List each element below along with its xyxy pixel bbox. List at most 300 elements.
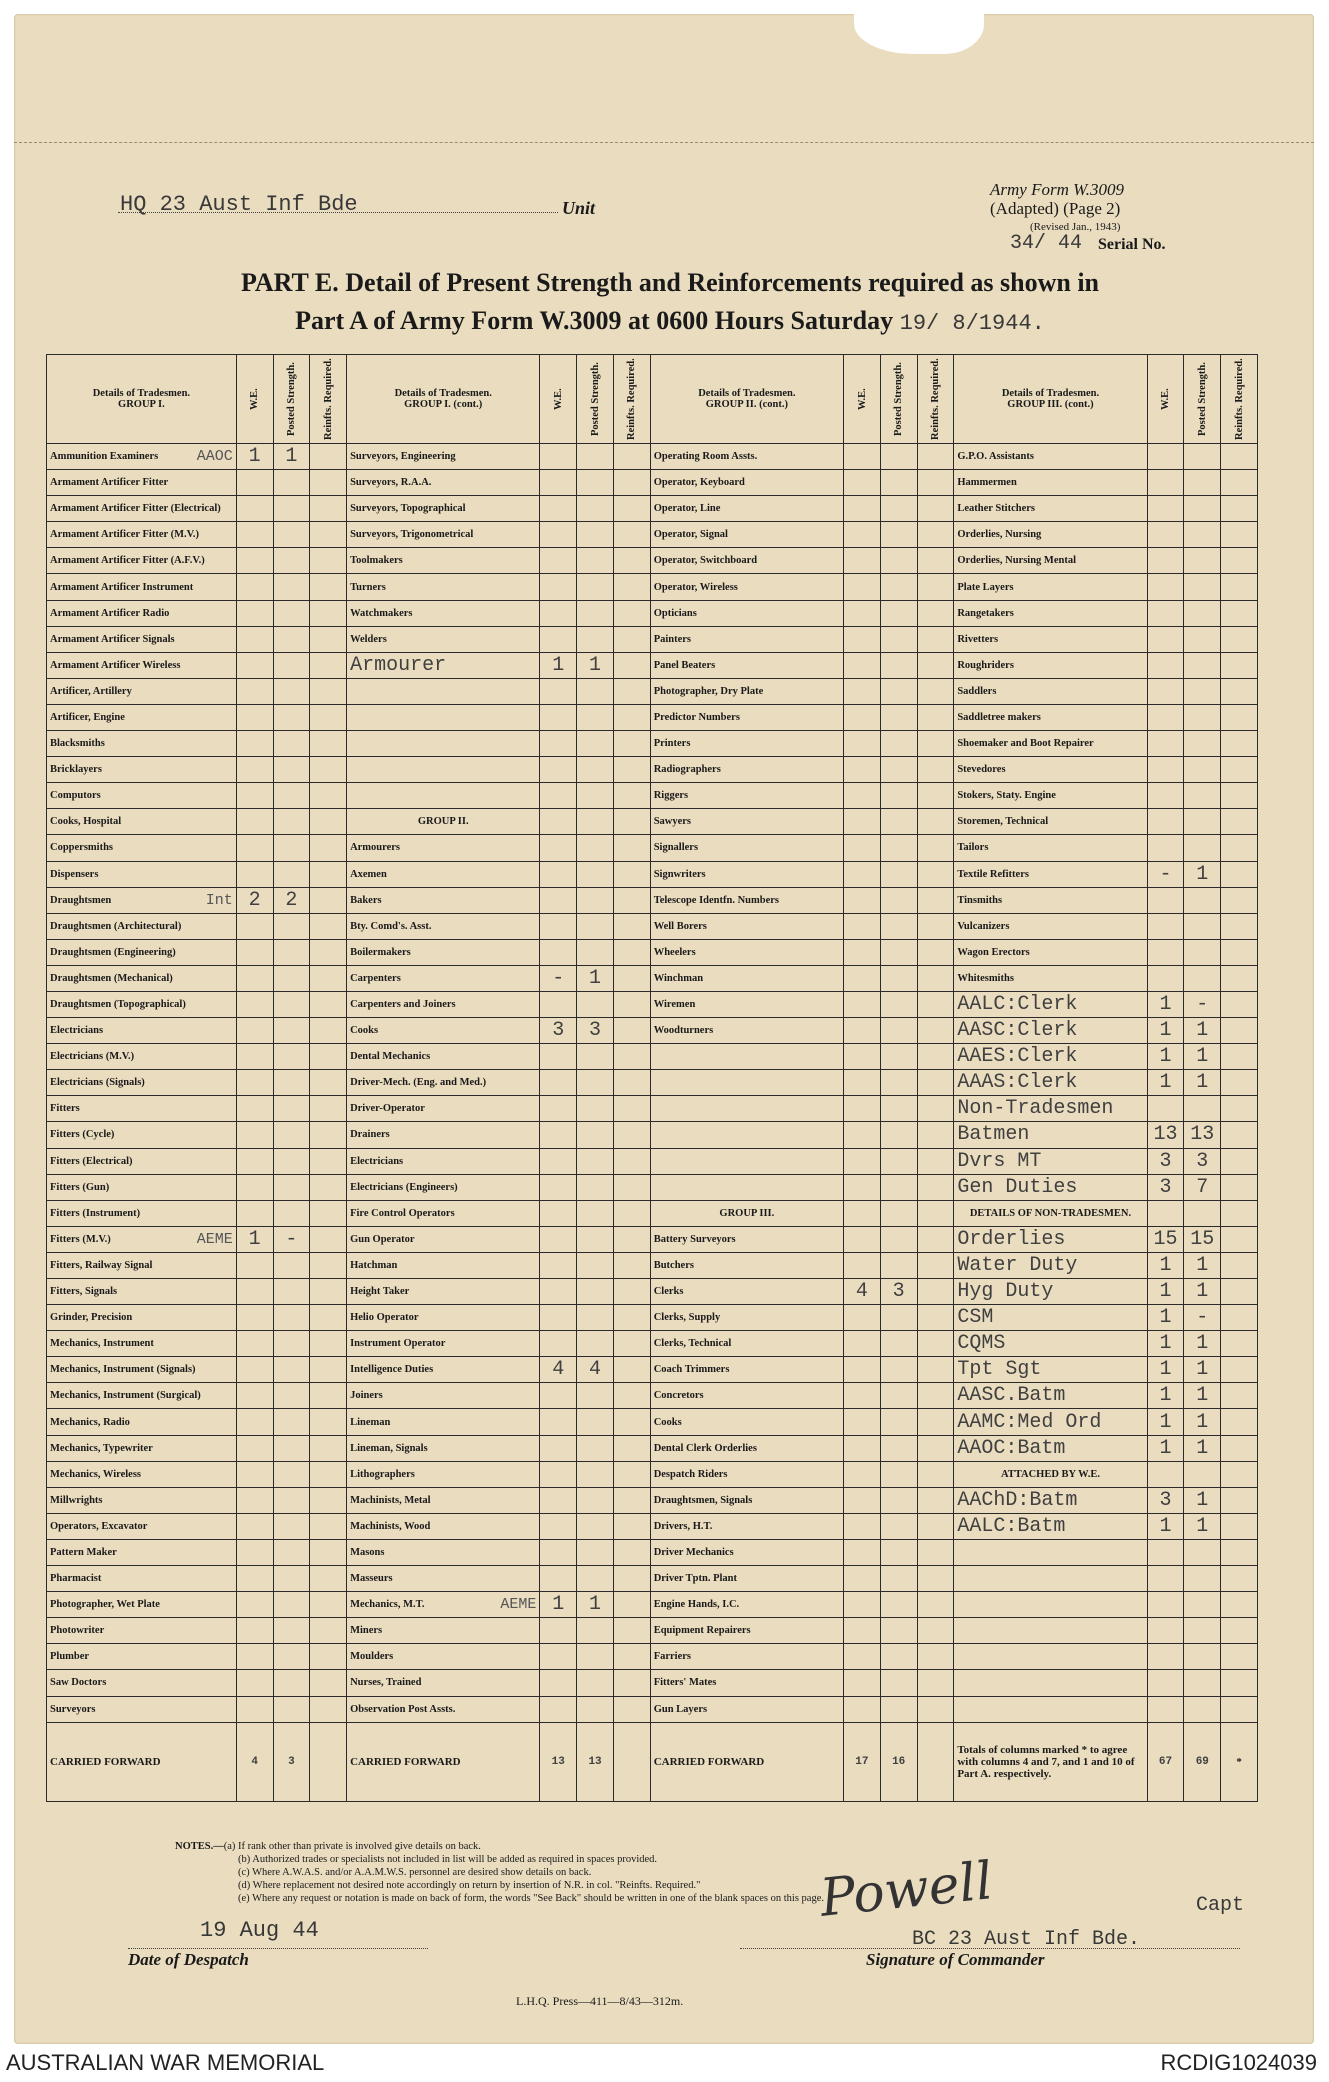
reinfts-cell bbox=[1221, 1148, 1258, 1174]
trade-label: CSM bbox=[957, 1306, 994, 1330]
trade-cell-group-3 bbox=[650, 1331, 843, 1357]
trade-label: Woodturners bbox=[653, 1025, 714, 1037]
we-cell bbox=[236, 835, 273, 861]
trade-cell-group-3 bbox=[650, 1279, 843, 1305]
we-cell bbox=[1147, 574, 1184, 600]
we-cell: 1 bbox=[1147, 1044, 1184, 1070]
trade-cell-group-3 bbox=[650, 1226, 843, 1252]
reinfts-cell bbox=[613, 470, 650, 496]
posted-cell bbox=[1184, 600, 1221, 626]
we-cell bbox=[844, 783, 881, 809]
header-posted: Posted Strength. bbox=[273, 355, 310, 444]
we-cell bbox=[1147, 783, 1184, 809]
trade-cell-group-2 bbox=[347, 1252, 540, 1278]
trade-cell-group-3 bbox=[650, 1696, 843, 1722]
trade-cell-group-1 bbox=[47, 861, 237, 887]
trade-cell-group-3 bbox=[650, 1174, 843, 1200]
typed-prefix: AEME bbox=[500, 1596, 537, 1614]
we-cell bbox=[844, 1044, 881, 1070]
trade-label: Drivers, H.T. bbox=[653, 1520, 713, 1532]
posted-cell bbox=[273, 1435, 310, 1461]
trade-cell-group-4 bbox=[954, 965, 1147, 991]
we-cell bbox=[844, 1252, 881, 1278]
posted-cell bbox=[273, 1305, 310, 1331]
reinfts-cell bbox=[1221, 783, 1258, 809]
posted-cell bbox=[880, 1618, 917, 1644]
reinfts-cell bbox=[310, 522, 347, 548]
posted-cell bbox=[273, 574, 310, 600]
trade-label: Plumber bbox=[50, 1651, 90, 1663]
trade-label: Leather Stitchers bbox=[957, 503, 1035, 515]
trade-cell-group-4 bbox=[954, 1696, 1147, 1722]
serial-value: 34/ 44 bbox=[1010, 232, 1083, 255]
posted-cell bbox=[273, 1252, 310, 1278]
posted-cell: 1 bbox=[1184, 1383, 1221, 1409]
trade-label: Armament Artificer Signals bbox=[50, 633, 175, 645]
trade-cell-group-2 bbox=[347, 1279, 540, 1305]
trade-label: Equipment Repairers bbox=[653, 1625, 751, 1637]
trade-cell-group-4 bbox=[954, 1539, 1147, 1565]
table-row bbox=[47, 1044, 1258, 1070]
trade-cell-group-2 bbox=[347, 965, 540, 991]
we-cell bbox=[844, 600, 881, 626]
we-cell bbox=[236, 1513, 273, 1539]
reinfts-cell bbox=[310, 1122, 347, 1148]
reinfts-cell bbox=[613, 652, 650, 678]
we-cell bbox=[1147, 652, 1184, 678]
trade-label: Wiremen bbox=[653, 999, 696, 1011]
we-cell bbox=[540, 704, 577, 730]
trade-label: Wagon Erectors bbox=[957, 946, 1030, 958]
reinfts-cell bbox=[1221, 1461, 1258, 1487]
trade-label: Armament Artificer Radio bbox=[50, 607, 170, 619]
trade-label: Radiographers bbox=[653, 764, 721, 776]
trade-label: Gun Layers bbox=[653, 1703, 708, 1715]
reinfts-cell bbox=[1221, 913, 1258, 939]
posted-cell bbox=[880, 574, 917, 600]
reinfts-cell bbox=[1221, 1200, 1258, 1226]
trade-label: CQMS bbox=[957, 1332, 1006, 1356]
trade-label: Whitesmiths bbox=[957, 972, 1014, 984]
trade-label: AAES:Clerk bbox=[957, 1045, 1078, 1069]
posted-cell bbox=[880, 1461, 917, 1487]
we-cell bbox=[540, 1383, 577, 1409]
posted-cell bbox=[273, 1174, 310, 1200]
we-cell bbox=[540, 1670, 577, 1696]
trade-label: AALC:Batm bbox=[957, 1514, 1066, 1538]
trade-cell-group-2 bbox=[347, 991, 540, 1017]
posted-cell bbox=[273, 731, 310, 757]
trade-label: Water Duty bbox=[957, 1253, 1078, 1277]
reinfts-cell bbox=[310, 1409, 347, 1435]
trade-label: ATTACHED BY W.E. bbox=[1000, 1468, 1100, 1480]
reinfts-cell bbox=[1221, 1696, 1258, 1722]
trade-cell-group-1 bbox=[47, 835, 237, 861]
reinfts-cell bbox=[310, 1226, 347, 1252]
trade-cell-group-1 bbox=[47, 1331, 237, 1357]
trade-cell-group-2 bbox=[347, 861, 540, 887]
posted-cell: 1 bbox=[577, 965, 614, 991]
reinfts-cell bbox=[1221, 548, 1258, 574]
trade-cell-group-1 bbox=[47, 574, 237, 600]
reinfts-cell bbox=[1221, 496, 1258, 522]
reinfts-cell bbox=[917, 1096, 954, 1122]
reinfts-cell bbox=[917, 704, 954, 730]
trade-cell-group-1 bbox=[47, 913, 237, 939]
reinfts-cell bbox=[1221, 1539, 1258, 1565]
reinfts-cell bbox=[917, 1279, 954, 1305]
posted-cell bbox=[273, 1383, 310, 1409]
posted-cell bbox=[273, 1592, 310, 1618]
we-cell bbox=[236, 1122, 273, 1148]
posted-cell bbox=[273, 1670, 310, 1696]
posted-cell bbox=[1184, 939, 1221, 965]
table-row bbox=[47, 1174, 1258, 1200]
trade-cell-group-2 bbox=[347, 757, 540, 783]
reinfts-cell bbox=[917, 1696, 954, 1722]
trade-cell-group-1 bbox=[47, 1174, 237, 1200]
posted-cell: 2 bbox=[273, 887, 310, 913]
table-row bbox=[47, 991, 1258, 1017]
posted-cell bbox=[577, 1226, 614, 1252]
reinfts-cell bbox=[613, 704, 650, 730]
reinfts-cell bbox=[1221, 1279, 1258, 1305]
trade-label: Saw Doctors bbox=[50, 1677, 107, 1689]
trade-cell-group-2 bbox=[347, 496, 540, 522]
we-cell bbox=[236, 522, 273, 548]
reinfts-cell bbox=[1221, 1044, 1258, 1070]
trade-label: Printers bbox=[653, 738, 691, 750]
trade-cell-group-4 bbox=[954, 1305, 1147, 1331]
cf-g1-reinfts bbox=[310, 1722, 347, 1801]
we-cell bbox=[236, 704, 273, 730]
table-row bbox=[47, 444, 1258, 470]
torn-corner bbox=[854, 14, 984, 54]
posted-cell bbox=[880, 496, 917, 522]
trade-label: Winchman bbox=[653, 972, 704, 984]
trade-label: Electricians (Signals) bbox=[50, 1077, 145, 1089]
trade-cell-group-4 bbox=[954, 548, 1147, 574]
posted-cell bbox=[1184, 1618, 1221, 1644]
trade-label: Instrument Operator bbox=[350, 1338, 446, 1350]
we-cell bbox=[236, 1670, 273, 1696]
posted-cell bbox=[1184, 1592, 1221, 1618]
we-cell bbox=[540, 1148, 577, 1174]
posted-cell bbox=[577, 1487, 614, 1513]
trade-cell-group-3 bbox=[650, 1044, 843, 1070]
reinfts-cell bbox=[1221, 1331, 1258, 1357]
posted-cell bbox=[1184, 470, 1221, 496]
trade-label: Plate Layers bbox=[957, 581, 1014, 593]
we-cell bbox=[540, 1305, 577, 1331]
we-cell bbox=[236, 1331, 273, 1357]
posted-cell bbox=[577, 887, 614, 913]
posted-cell bbox=[880, 444, 917, 470]
trade-label: Watchmakers bbox=[350, 607, 413, 619]
we-cell bbox=[844, 1592, 881, 1618]
we-cell bbox=[844, 522, 881, 548]
we-cell bbox=[540, 444, 577, 470]
reinfts-cell bbox=[1221, 1305, 1258, 1331]
trade-label: Stevedores bbox=[957, 764, 1006, 776]
trade-cell-group-1 bbox=[47, 1461, 237, 1487]
we-cell bbox=[236, 1644, 273, 1670]
posted-cell: 1 bbox=[577, 1592, 614, 1618]
posted-cell bbox=[577, 1670, 614, 1696]
posted-cell bbox=[1184, 1200, 1221, 1226]
we-cell bbox=[236, 470, 273, 496]
we-cell bbox=[1147, 835, 1184, 861]
table-row bbox=[47, 1305, 1258, 1331]
we-cell bbox=[1147, 470, 1184, 496]
posted-cell bbox=[880, 809, 917, 835]
reinfts-cell bbox=[613, 731, 650, 757]
trade-cell-group-2 bbox=[347, 522, 540, 548]
we-cell: 15 bbox=[1147, 1226, 1184, 1252]
posted-cell bbox=[880, 1435, 917, 1461]
trade-label: Moulders bbox=[350, 1651, 394, 1663]
posted-cell: 1 bbox=[1184, 1409, 1221, 1435]
trade-label: Artificer, Artillery bbox=[50, 685, 132, 697]
we-cell bbox=[1147, 522, 1184, 548]
reinfts-cell bbox=[310, 1096, 347, 1122]
reinfts-cell bbox=[1221, 939, 1258, 965]
trade-cell-group-1 bbox=[47, 1226, 237, 1252]
trade-cell-group-2 bbox=[347, 1461, 540, 1487]
cf-g2-posted: 13 bbox=[577, 1722, 614, 1801]
trade-cell-group-4 bbox=[954, 600, 1147, 626]
trade-cell-group-1 bbox=[47, 1279, 237, 1305]
reinfts-cell bbox=[1221, 887, 1258, 913]
trade-cell-group-1 bbox=[47, 600, 237, 626]
trade-label: Mechanics, Radio bbox=[50, 1416, 130, 1428]
table-row bbox=[47, 1539, 1258, 1565]
trade-cell-group-1 bbox=[47, 1200, 237, 1226]
trade-label: Boilermakers bbox=[350, 946, 411, 958]
reinfts-cell bbox=[310, 913, 347, 939]
trade-label: Surveyors, R.A.A. bbox=[350, 477, 432, 489]
we-cell bbox=[844, 548, 881, 574]
we-cell bbox=[1147, 1644, 1184, 1670]
we-cell bbox=[540, 470, 577, 496]
posted-cell bbox=[273, 678, 310, 704]
we-cell bbox=[540, 1513, 577, 1539]
reinfts-cell bbox=[310, 731, 347, 757]
we-cell bbox=[236, 965, 273, 991]
reinfts-cell bbox=[917, 939, 954, 965]
trade-label: Surveyors, Trigonometrical bbox=[350, 529, 474, 541]
table-row bbox=[47, 1435, 1258, 1461]
trade-label: G.P.O. Assistants bbox=[957, 451, 1034, 463]
trade-cell-group-3 bbox=[650, 731, 843, 757]
trade-cell-group-1 bbox=[47, 1305, 237, 1331]
trade-cell-group-2 bbox=[347, 835, 540, 861]
reinfts-cell bbox=[613, 1122, 650, 1148]
we-cell: 2 bbox=[236, 887, 273, 913]
reinfts-cell bbox=[310, 1696, 347, 1722]
posted-cell bbox=[273, 704, 310, 730]
trade-cell-group-2 bbox=[347, 809, 540, 835]
reinfts-cell bbox=[1221, 652, 1258, 678]
trade-label: Cooks bbox=[653, 1416, 682, 1428]
trade-cell-group-4 bbox=[954, 809, 1147, 835]
reinfts-cell bbox=[310, 652, 347, 678]
we-cell bbox=[844, 835, 881, 861]
table-row bbox=[47, 1383, 1258, 1409]
trade-label: Carpenters bbox=[350, 972, 401, 984]
reinfts-cell bbox=[613, 1644, 650, 1670]
header-posted: Posted Strength. bbox=[880, 355, 917, 444]
trade-cell-group-1 bbox=[47, 496, 237, 522]
trade-cell-group-4 bbox=[954, 1357, 1147, 1383]
posted-cell bbox=[577, 731, 614, 757]
posted-cell bbox=[880, 887, 917, 913]
trade-label: Miners bbox=[350, 1625, 383, 1637]
posted-cell: 1 bbox=[1184, 1435, 1221, 1461]
note-c: (c) Where A.W.A.S. and/or A.A.M.W.S. personnel are desired show details on back. bbox=[238, 1867, 592, 1878]
trade-label: Cooks, Hospital bbox=[50, 816, 122, 828]
posted-cell: 1 bbox=[1184, 1252, 1221, 1278]
trade-cell-group-3 bbox=[650, 1487, 843, 1513]
we-cell bbox=[236, 1696, 273, 1722]
posted-cell bbox=[1184, 1096, 1221, 1122]
we-cell bbox=[844, 757, 881, 783]
posted-cell: 1 bbox=[1184, 1513, 1221, 1539]
header-details-text: Details of Tradesmen. bbox=[92, 388, 191, 399]
reinfts-cell bbox=[613, 861, 650, 887]
trade-label: Computors bbox=[50, 790, 101, 802]
reinfts-cell bbox=[613, 1513, 650, 1539]
table-row bbox=[47, 626, 1258, 652]
posted-cell bbox=[880, 1644, 917, 1670]
posted-cell bbox=[273, 861, 310, 887]
header-details-group1-cont bbox=[347, 355, 540, 444]
posted-cell bbox=[273, 1566, 310, 1592]
we-cell bbox=[540, 1252, 577, 1278]
trade-cell-group-4 bbox=[954, 731, 1147, 757]
trade-label: Photographer, Wet Plate bbox=[50, 1599, 160, 1611]
table-row bbox=[47, 1566, 1258, 1592]
trade-label: AALC:Clerk bbox=[957, 993, 1078, 1017]
trade-cell-group-4 bbox=[954, 757, 1147, 783]
reinfts-cell bbox=[917, 1357, 954, 1383]
posted-cell bbox=[1184, 626, 1221, 652]
we-cell bbox=[540, 1487, 577, 1513]
reinfts-cell bbox=[1221, 1592, 1258, 1618]
trade-cell-group-2 bbox=[347, 1670, 540, 1696]
reinfts-cell bbox=[917, 1148, 954, 1174]
we-cell bbox=[236, 1592, 273, 1618]
posted-cell bbox=[880, 1566, 917, 1592]
totals-note: Totals of columns marked * to agree with columns 4 and 7, and 1 and 10 of Part A. respectively. bbox=[954, 1722, 1147, 1801]
reinfts-cell bbox=[917, 626, 954, 652]
posted-cell bbox=[577, 444, 614, 470]
reinfts-cell bbox=[917, 1226, 954, 1252]
we-cell bbox=[540, 678, 577, 704]
trade-label: Carpenters and Joiners bbox=[350, 999, 456, 1011]
posted-cell bbox=[577, 1148, 614, 1174]
trade-cell-group-2 bbox=[347, 678, 540, 704]
trade-cell-group-1 bbox=[47, 809, 237, 835]
we-cell bbox=[540, 1122, 577, 1148]
trade-cell-group-4 bbox=[954, 1252, 1147, 1278]
reinfts-cell bbox=[310, 1513, 347, 1539]
trade-cell-group-2 bbox=[347, 470, 540, 496]
reinfts-cell bbox=[613, 1696, 650, 1722]
posted-cell bbox=[880, 1670, 917, 1696]
we-cell bbox=[540, 913, 577, 939]
reinfts-cell bbox=[310, 600, 347, 626]
header-reinfts: Reinfts. Required. bbox=[310, 355, 347, 444]
posted-cell bbox=[577, 1096, 614, 1122]
posted-cell bbox=[577, 470, 614, 496]
trade-label: Operator, Switchboard bbox=[653, 555, 758, 567]
trade-label: Clerks, Technical bbox=[653, 1338, 732, 1350]
reinfts-cell bbox=[613, 1226, 650, 1252]
trade-label: Artificer, Engine bbox=[50, 711, 125, 723]
trade-cell-group-2 bbox=[347, 1539, 540, 1565]
trade-label: Pattern Maker bbox=[50, 1546, 117, 1558]
posted-cell bbox=[880, 626, 917, 652]
trade-cell-group-1 bbox=[47, 1122, 237, 1148]
reinfts-cell bbox=[917, 1252, 954, 1278]
trade-cell-group-3 bbox=[650, 939, 843, 965]
trade-label: Axemen bbox=[350, 868, 387, 880]
posted-cell bbox=[577, 522, 614, 548]
trade-cell-group-3 bbox=[650, 444, 843, 470]
we-cell: 1 bbox=[236, 444, 273, 470]
we-cell bbox=[844, 1383, 881, 1409]
reinfts-cell bbox=[613, 522, 650, 548]
table-row bbox=[47, 1070, 1258, 1096]
we-cell bbox=[236, 1018, 273, 1044]
trade-cell-group-1 bbox=[47, 1670, 237, 1696]
trade-cell-group-3 bbox=[650, 1566, 843, 1592]
we-cell bbox=[236, 861, 273, 887]
trade-cell-group-4 bbox=[954, 574, 1147, 600]
trade-cell-group-4 bbox=[954, 1461, 1147, 1487]
table-row bbox=[47, 1122, 1258, 1148]
despatch-underline bbox=[128, 1948, 428, 1949]
reinfts-cell bbox=[1221, 1122, 1258, 1148]
trade-label: Fitters, Railway Signal bbox=[50, 1259, 153, 1271]
we-cell bbox=[844, 1513, 881, 1539]
reinfts-cell bbox=[613, 1435, 650, 1461]
form-line-1: Army Form W.3009 bbox=[990, 180, 1124, 199]
table-row bbox=[47, 1513, 1258, 1539]
posted-cell bbox=[1184, 1461, 1221, 1487]
reinfts-cell bbox=[917, 1383, 954, 1409]
reinfts-cell bbox=[917, 1200, 954, 1226]
trade-label: Saddletree makers bbox=[957, 711, 1041, 723]
trade-label: Electricians (Engineers) bbox=[350, 1181, 458, 1193]
we-cell bbox=[1147, 939, 1184, 965]
reinfts-cell bbox=[310, 444, 347, 470]
we-cell bbox=[1147, 1618, 1184, 1644]
trade-label: Masseurs bbox=[350, 1573, 393, 1585]
trade-label: Draughtsmen (Architectural) bbox=[50, 920, 182, 932]
we-cell bbox=[1147, 704, 1184, 730]
reinfts-cell bbox=[613, 1409, 650, 1435]
trade-cell-group-3 bbox=[650, 1018, 843, 1044]
trade-cell-group-1 bbox=[47, 939, 237, 965]
posted-cell bbox=[577, 835, 614, 861]
we-cell bbox=[1147, 887, 1184, 913]
trade-cell-group-2 bbox=[347, 783, 540, 809]
we-cell bbox=[540, 574, 577, 600]
table-row bbox=[47, 1487, 1258, 1513]
we-cell bbox=[236, 1566, 273, 1592]
